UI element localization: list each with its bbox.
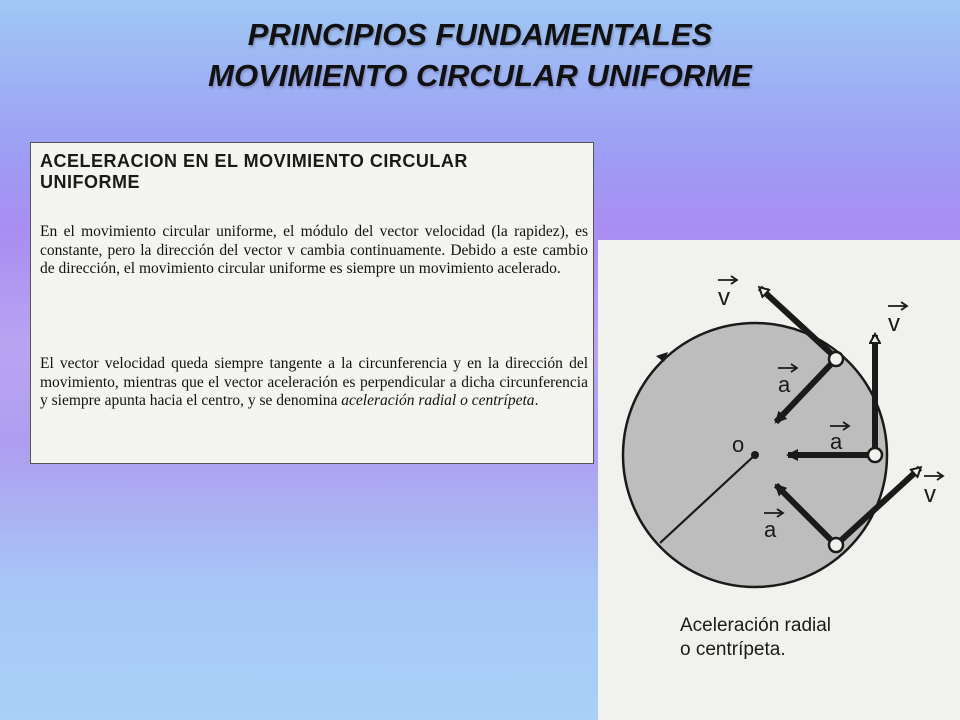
svg-text:v: v [924, 481, 936, 508]
paragraph-2-italic-term: aceleración radial o centrípeta [341, 392, 535, 410]
center-label: o [732, 432, 745, 457]
point-top [829, 352, 843, 366]
title-line-1: PRINCIPIOS FUNDAMENTALES [247, 17, 713, 52]
svg-text:a: a [830, 429, 843, 454]
velocity-label-top [718, 276, 737, 311]
center-point [751, 451, 759, 459]
point-right [868, 448, 882, 462]
caption-line-2: o centrípeta. [680, 639, 786, 660]
caption-line-1: Aceleración radial [680, 615, 832, 636]
svg-text:v: v [888, 310, 900, 337]
paragraph-2-text: El vector velocidad queda siempre tangente a la circunferencia y en la dirección del movimiento, mientras que el vector aceleración es perpendicular a dicha circunferencia y siempre apunta hacia el centro, y se denomina [40, 355, 588, 410]
diagram-caption [680, 614, 920, 662]
point-bottom [829, 538, 843, 552]
svg-text:a: a [764, 517, 777, 542]
velocity-label-bottom [924, 472, 943, 508]
svg-text:a: a [778, 372, 791, 397]
title-line-2: MOVIMIENTO CIRCULAR UNIFORME [208, 58, 752, 93]
svg-text:v: v [718, 284, 730, 311]
slide-title [0, 14, 960, 96]
excerpt-heading: ACELERACION EN EL MOVIMIENTO CIRCULAR UNIFORME [40, 151, 468, 192]
excerpt-paragraph-2 [40, 355, 588, 411]
velocity-label-right [888, 302, 907, 337]
paragraph-2-end: . [534, 392, 539, 410]
centripetal-diagram [598, 240, 960, 720]
textbook-excerpt [30, 142, 594, 464]
excerpt-paragraph-1: En el movimiento circular uniforme, el módulo del vector velocidad (la rapidez), es constante, pero la dirección del vector v cambia continuamente. Debido a este cambio de dirección, el movimiento circular uniforme es siempre un movimiento acelerado. [40, 223, 588, 278]
